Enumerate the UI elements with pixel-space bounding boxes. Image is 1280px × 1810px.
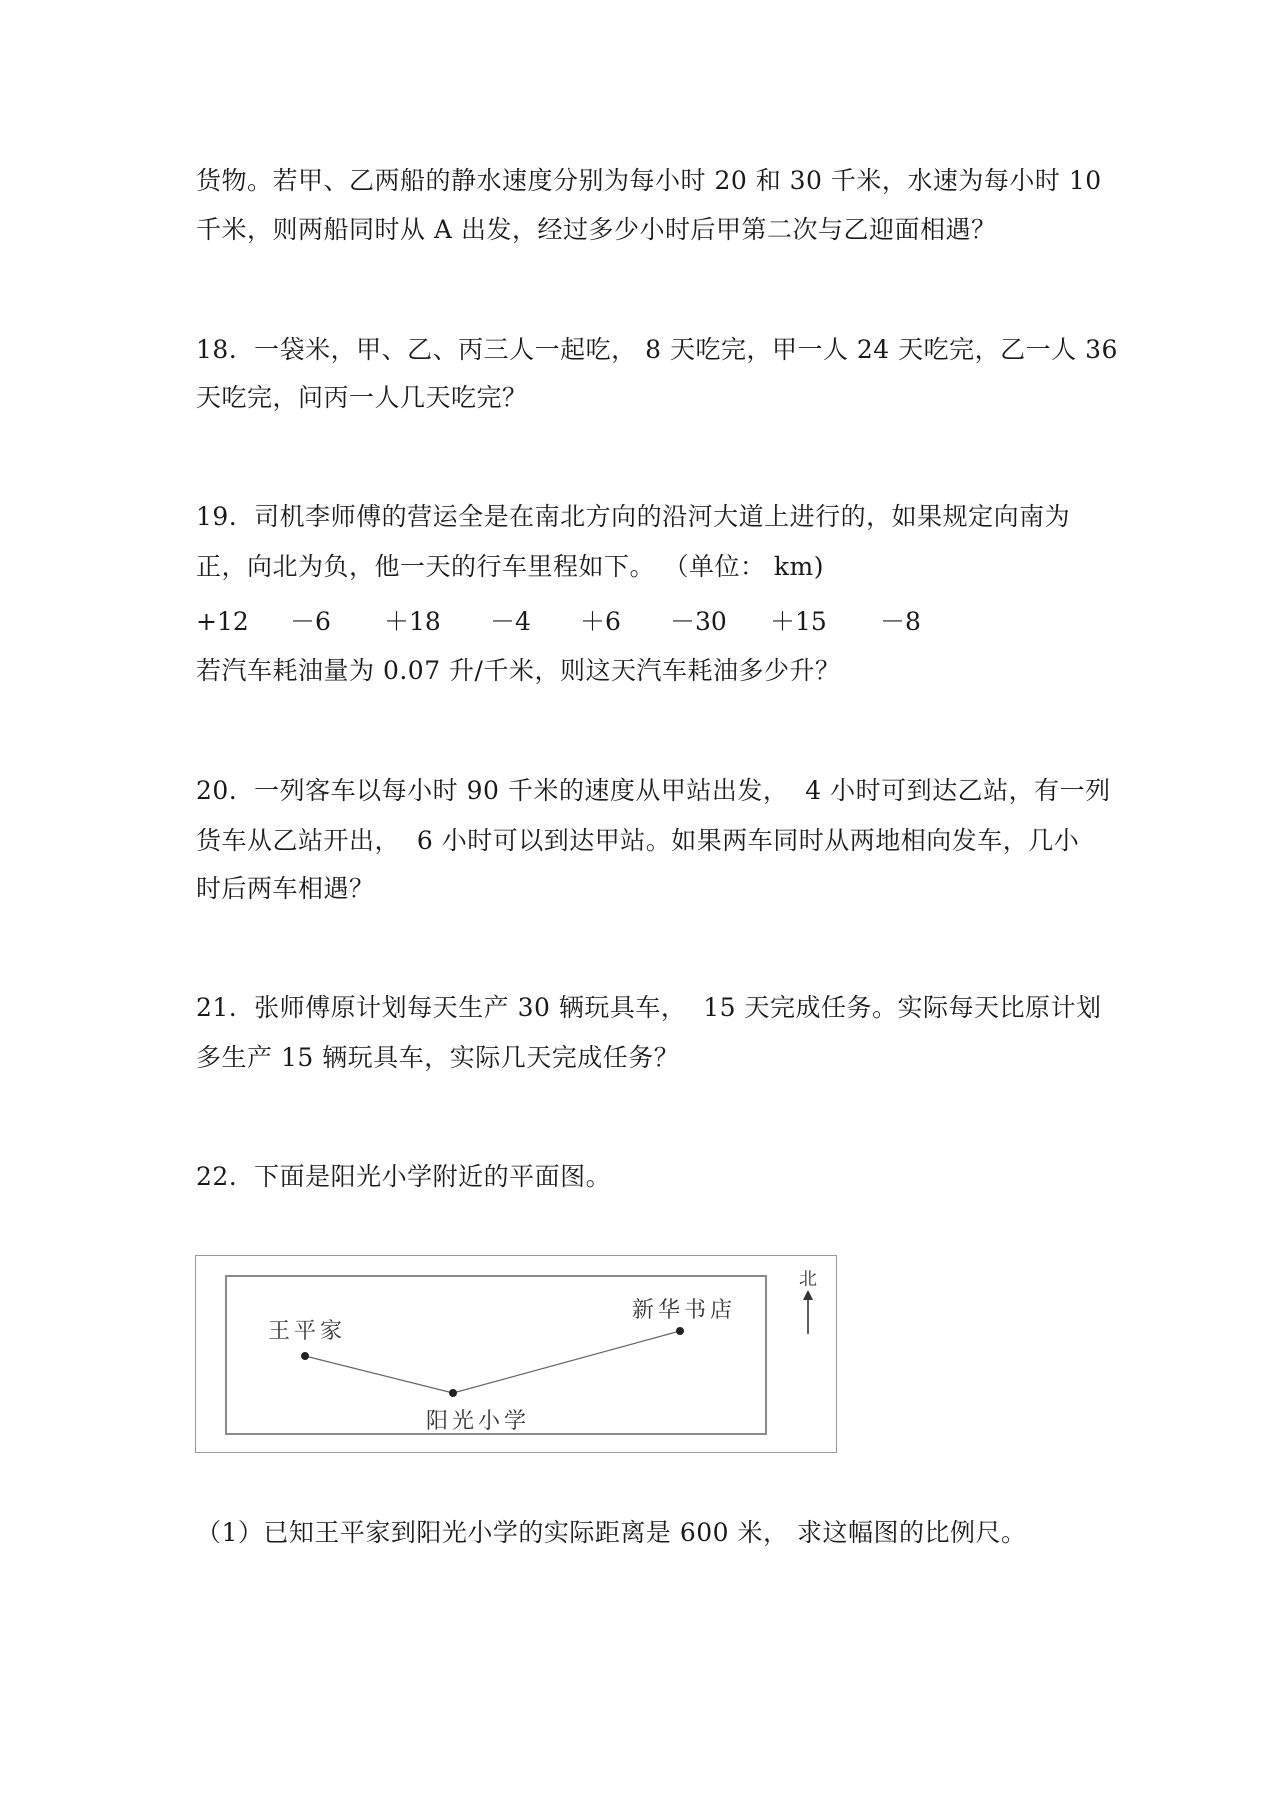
bookstore-point (676, 1327, 684, 1335)
map-svg (196, 1256, 838, 1454)
problem-19-line-1: 19. 司机李师傅的营运全是在南北方向的沿河大道上进行的，如果规定向南为 (196, 502, 1071, 531)
problem-22-line-1: 22. 下面是阳光小学附近的平面图。 (196, 1162, 612, 1191)
route-line-wangping-school (305, 1356, 453, 1393)
problem-20-line-1: 20. 一列客车以每小时 90 千米的速度从甲站出发， 4 小时可到达乙站，有一列 (196, 776, 1111, 805)
problem-21-line-1: 21. 张师傅原计划每天生产 30 辆玩具车， 15 天完成任务。实际每天比原计划 (196, 993, 1102, 1022)
bookstore-label: 新华书店 (632, 1298, 737, 1323)
wangping-label: 王平家 (268, 1319, 347, 1344)
problem-22-sub-1: （1）已知王平家到阳光小学的实际距离是 600 米， 求这幅图的比例尺。 (196, 1518, 1027, 1547)
problem-20-line-3: 时后两车相遇？ (196, 874, 375, 903)
mileage-value: +12 (196, 607, 249, 636)
school-point (449, 1389, 457, 1397)
mileage-value: －4 (490, 607, 531, 636)
problem-17-line-1: 货物。若甲、乙两船的静水速度分别为每小时 20 和 30 千米，水速为每小时 10 (196, 166, 1102, 195)
problem-19-line-3: 若汽车耗油量为 0.07 升/千米，则这天汽车耗油多少升？ (196, 656, 841, 685)
mileage-value: ＋18 (384, 607, 441, 636)
north-label: 北 (799, 1269, 817, 1290)
route-line-school-bookstore (453, 1331, 680, 1393)
problem-18-line-1: 18. 一袋米，甲、乙、丙三人一起吃， 8 天吃完，甲一人 24 天吃完，乙一人 36 (196, 335, 1118, 364)
mileage-values-row (196, 607, 956, 637)
wangping-point (301, 1352, 309, 1360)
problem-19-line-2: 正，向北为负，他一天的行车里程如下。 （单位： km) (196, 552, 825, 581)
problem-20-line-2: 货车从乙站开出， 6 小时可以到达甲站。如果两车同时从两地相向发车，几小 (196, 826, 1080, 855)
mileage-value: ＋6 (580, 607, 621, 636)
problem-17-line-2: 千米，则两船同时从 A 出发，经过多少小时后甲第二次与乙迎面相遇？ (196, 215, 997, 244)
school-label: 阳光小学 (426, 1409, 531, 1434)
mileage-value: ＋15 (770, 607, 827, 636)
problem-21-line-2: 多生产 15 辆玩具车，实际几天完成任务？ (196, 1043, 680, 1072)
north-arrowhead-icon (803, 1290, 813, 1300)
mileage-value: －6 (290, 607, 331, 636)
problem-18-line-2: 天吃完，问丙一人几天吃完？ (196, 383, 528, 412)
map-figure (195, 1255, 837, 1453)
mileage-value: －8 (880, 607, 921, 636)
mileage-value: －30 (670, 607, 727, 636)
